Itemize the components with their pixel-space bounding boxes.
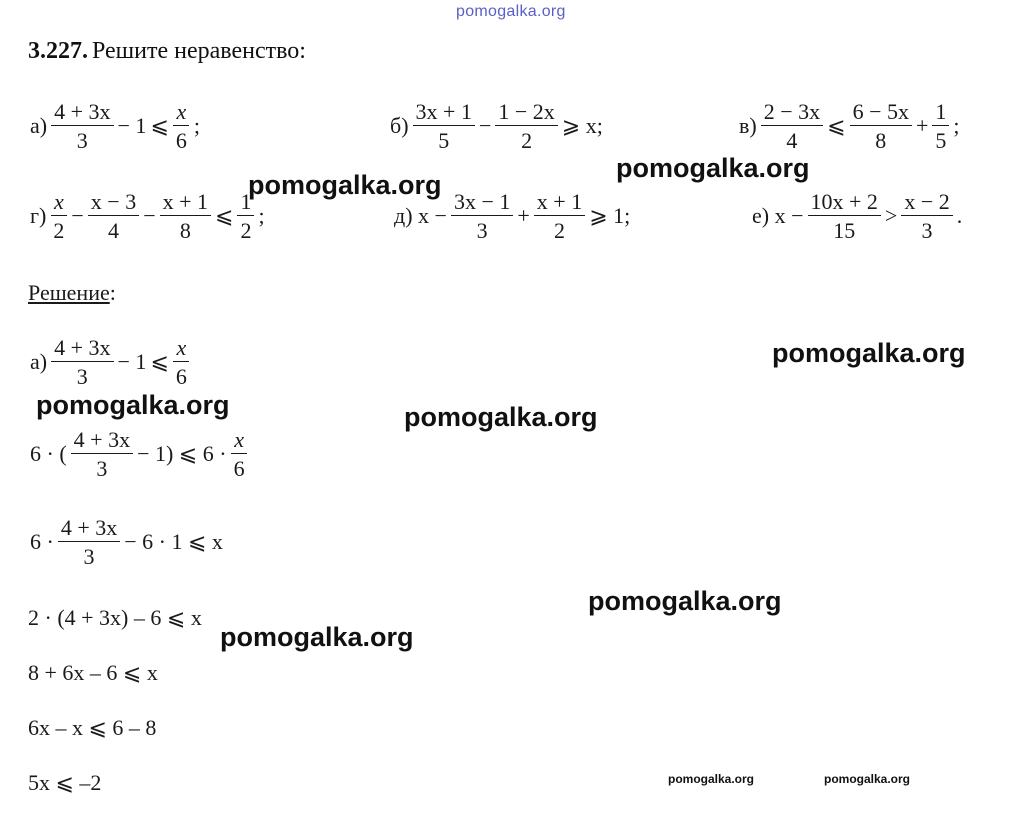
fraction: $\frac{2 - 3x}{4}$ <box>761 100 823 152</box>
solution-step-5: 8 + 6x – 6 ⩽ x <box>28 660 158 685</box>
fraction: $\frac{1}{2}$ <box>237 190 254 242</box>
task-g-label: г) <box>30 203 47 229</box>
solution-step-3: 6 · $\frac{4 + 3x}{3}$ − 6 · 1 ⩽ x <box>30 515 223 570</box>
solution-step-2: 6 · ( $\frac{4 + 3x}{3}$ − 1) ⩽ 6 · $\frac{x}{6}$ <box>28 428 250 480</box>
task-d: д) x − $\frac{3x - 1}{3}$ + $\frac{x + 1}{2}$ ⩾ 1; <box>394 189 631 244</box>
task-v-label: в) <box>739 113 757 139</box>
watermark: pomogalka.org <box>248 170 442 200</box>
watermark-top: pomogalka.org <box>456 3 566 20</box>
watermark: pomogalka.org <box>824 772 911 786</box>
watermark: pomogalka.org <box>588 586 782 616</box>
task-b-label: б) <box>390 113 409 139</box>
fraction: $\frac{4 + 3x}{3}$ <box>51 336 113 388</box>
watermark: pomogalka.org <box>220 622 414 652</box>
watermark: pomogalka.org <box>36 390 230 420</box>
fraction: $\frac{x}{6}$ <box>231 428 248 480</box>
fraction: $\frac{4 + 3x}{3}$ <box>58 516 120 568</box>
task-e: е) x − $\frac{10x + 2}{15}$ > $\frac{x - 2}{3}$ . <box>752 189 963 244</box>
problem-statement: Решите неравенство: <box>92 38 306 64</box>
fraction: $\frac{3x - 1}{3}$ <box>451 190 513 242</box>
watermark: pomogalka.org <box>668 772 755 786</box>
task-b: б) $\frac{3x + 1}{5}$ − $\frac{1 - 2x}{2}$ ⩾ x; <box>390 99 603 154</box>
task-v: в) $\frac{2 - 3x}{4}$ ⩽ $\frac{6 - 5x}{8}$ + $\frac{1}{5}$ ; <box>739 99 960 154</box>
watermark: pomogalka.org <box>616 153 810 183</box>
task-a: а) $\frac{4 + 3x}{3}$ − 1 ⩽ $\frac{x}{6}$ ; <box>30 99 200 154</box>
watermark: pomogalka.org <box>772 338 966 368</box>
solution-step-1: а) $\frac{4 + 3x}{3}$ − 1 ⩽ $\frac{x}{6}$ <box>28 336 192 388</box>
task-d-label: д) x − <box>394 203 447 229</box>
fraction: $\frac{3x + 1}{5}$ <box>413 100 475 152</box>
solution-step-7: 5x ⩽ –2 <box>28 770 102 795</box>
fraction: $\frac{1 - 2x}{2}$ <box>495 100 557 152</box>
fraction: $\frac{x - 3}{4}$ <box>88 190 139 242</box>
task-e-label: е) x − <box>752 203 804 229</box>
fraction: $\frac{x}{6}$ <box>173 100 190 152</box>
fraction: $\frac{x}{6}$ <box>173 336 190 388</box>
problem-title <box>28 38 306 65</box>
fraction: $\frac{6 - 5x}{8}$ <box>850 100 912 152</box>
fraction: $\frac{4 + 3x}{3}$ <box>51 100 113 152</box>
fraction: $\frac{x}{2}$ <box>50 190 67 242</box>
solution-step-6: 6x – x ⩽ 6 – 8 <box>28 715 157 740</box>
fraction: $\frac{x + 1}{2}$ <box>534 190 585 242</box>
fraction: $\frac{4 + 3x}{3}$ <box>71 428 133 480</box>
fraction: $\frac{10x + 2}{15}$ <box>808 190 881 242</box>
watermark: pomogalka.org <box>404 402 598 432</box>
task-a-label: а) <box>30 113 48 139</box>
fraction: $\frac{x - 2}{3}$ <box>901 190 952 242</box>
solution-step-4: 2 · (4 + 3x) – 6 ⩽ x <box>28 605 202 630</box>
fraction: $\frac{1}{5}$ <box>932 100 949 152</box>
fraction: $\frac{x + 1}{8}$ <box>160 190 211 242</box>
task-g: г) $\frac{x}{2}$ − $\frac{x - 3}{4}$ − $\frac{x + 1}{8}$ ⩽ $\frac{1}{2}$ ; <box>30 189 265 244</box>
solution-heading: Решение: <box>28 280 116 305</box>
problem-number: 3.227. <box>28 38 88 64</box>
